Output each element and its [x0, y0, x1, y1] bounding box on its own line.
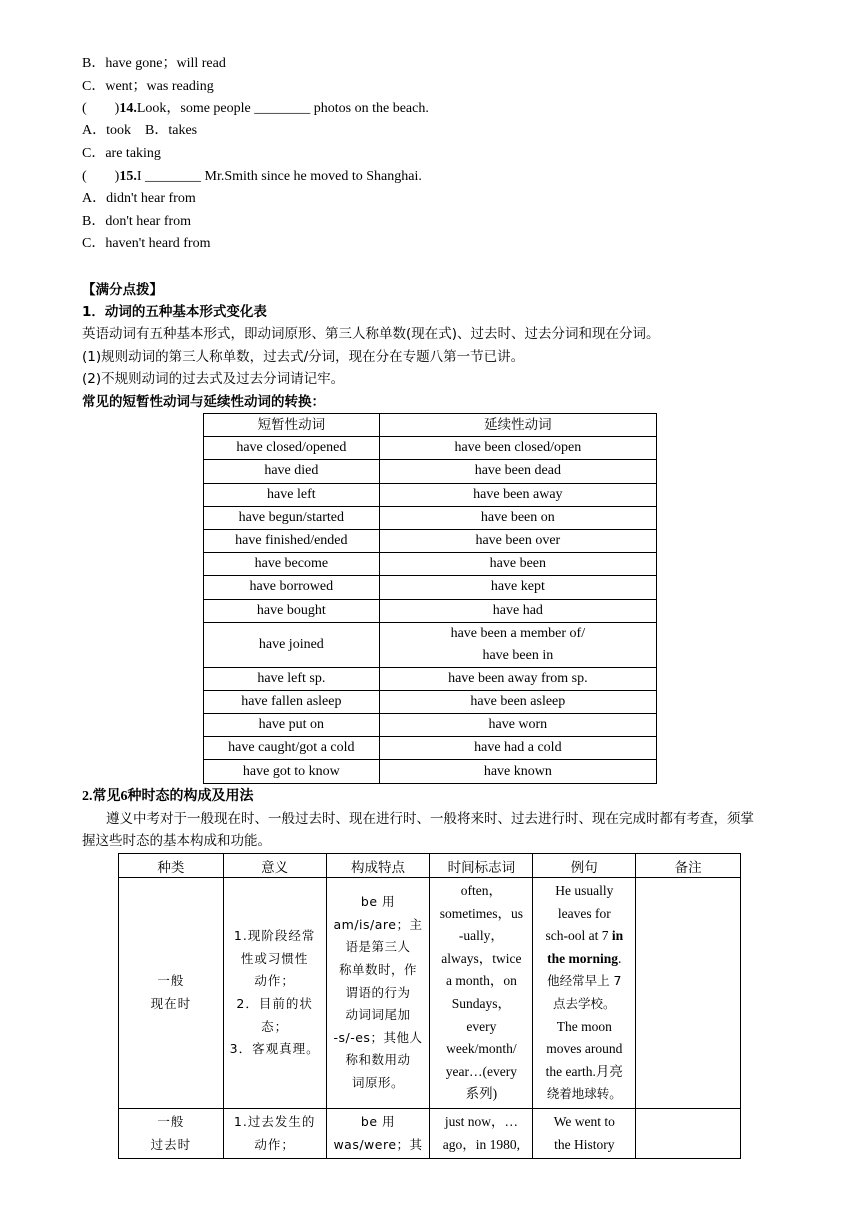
- cell-line: 语是第三人: [345, 939, 411, 955]
- column-header: 延续性动词: [379, 414, 656, 437]
- cell-line: just now，…: [444, 1113, 518, 1129]
- cell-line: ago，in 1980,: [442, 1136, 521, 1152]
- cell-line: 点去学校。: [553, 995, 616, 1011]
- cell-line: 动词词尾加: [345, 1007, 411, 1023]
- table-row: [204, 483, 657, 506]
- option-q14-c: C．are taking: [82, 146, 161, 161]
- table-cell-time: [430, 1108, 533, 1158]
- table-cell: have been: [379, 553, 656, 576]
- table-cell-note: [636, 1108, 741, 1158]
- cell-line: 称和数用动: [345, 1052, 411, 1068]
- table-cell: have had: [379, 599, 656, 622]
- cell-line: 称单数时，作: [338, 962, 417, 978]
- table-row: [204, 690, 657, 713]
- question-15: [82, 167, 422, 187]
- table-cell: have borrowed: [204, 576, 380, 599]
- cell-line: 系列): [465, 1086, 498, 1102]
- table-cell: have been dead: [379, 460, 656, 483]
- cell-line: -s/-es；其他人: [333, 1029, 423, 1045]
- table-cell: have finished/ended: [204, 529, 380, 552]
- table-row: [204, 576, 657, 599]
- table-cell: have been on: [379, 506, 656, 529]
- cell-text-bold: the morning: [547, 950, 619, 966]
- cell-line: be 用: [360, 1113, 396, 1129]
- table-cell-example: [533, 878, 636, 1109]
- cell-line: 绕着地球转。: [546, 1086, 622, 1102]
- table-row: [204, 529, 657, 552]
- cell-line: the earth.月亮: [545, 1063, 623, 1079]
- cell-line: 1.现阶段经常: [233, 928, 316, 944]
- verb-conversion-table: [203, 413, 657, 784]
- cell-text: .: [618, 950, 622, 966]
- cell-line: 一般: [157, 973, 185, 989]
- table-cell: have put on: [204, 714, 380, 737]
- section-1-note-2: (2)不规则动词的过去式及过去分词请记牢。: [82, 371, 345, 387]
- section-2-title: 2.常见6种时态的构成及用法: [82, 789, 254, 804]
- option-q15-a: A．didn't hear from: [82, 191, 196, 206]
- table-cell-note: [636, 878, 741, 1109]
- tense-table: [118, 853, 741, 1159]
- table-cell: have begun/started: [204, 506, 380, 529]
- question-text: Look，some people ________ photos on the beach.: [136, 101, 429, 116]
- cell-line: Sundays，: [451, 995, 512, 1011]
- table-cell: have bought: [204, 599, 380, 622]
- table-cell-kind: [119, 878, 224, 1109]
- column-header: 短暂性动词: [204, 414, 380, 437]
- cell-line: the History: [554, 1136, 615, 1152]
- table-cell-kind: [119, 1108, 224, 1158]
- table-row: [204, 622, 657, 667]
- cell-line: often，: [460, 883, 503, 898]
- cell-line: 一般: [157, 1113, 185, 1129]
- cell-line: 1.过去发生的: [233, 1113, 316, 1129]
- table-cell: have caught/got a cold: [204, 737, 380, 760]
- column-header: 备注: [636, 854, 741, 878]
- table-cell: have known: [379, 760, 656, 783]
- cell-line: sometimes，us: [439, 905, 524, 921]
- cell-line: 2．目前的状: [236, 995, 313, 1011]
- table-cell: have been asleep: [379, 690, 656, 713]
- cell-text: sch-ool at 7: [545, 928, 612, 944]
- table-cell: have kept: [379, 576, 656, 599]
- question-number: 14.: [119, 101, 137, 116]
- cell-line: moves around: [546, 1041, 623, 1057]
- cell-line: year…(every: [445, 1063, 517, 1079]
- section-1-note-1: (1)规则动词的第三人称单数，过去式/分词，现在分在专题八第一节已讲。: [82, 349, 525, 365]
- table-row: [204, 667, 657, 690]
- option-q15-b: B．don't hear from: [82, 214, 192, 229]
- table-cell-form: [326, 1108, 430, 1158]
- cell-line: am/is/are；主: [333, 916, 423, 932]
- cell-line: 过去时: [150, 1136, 192, 1152]
- cell-line: 现在时: [150, 995, 192, 1011]
- option-q13-b: B．have gone；will read: [82, 56, 226, 71]
- table-row: [204, 460, 657, 483]
- cell-line: 态；: [261, 1018, 289, 1034]
- cell-line: -ually，: [458, 928, 504, 944]
- column-header: 例句: [533, 854, 636, 878]
- question-number: 15.: [119, 169, 137, 184]
- table-cell-meaning: [223, 878, 326, 1109]
- cell-line: always，twice: [441, 950, 522, 966]
- section-1-paragraph: 英语动词有五种基本形式，即动词原形、第三人称单数(现在式)、过去时、过去分词和现在分词。: [82, 326, 660, 342]
- table-row: [119, 878, 741, 1109]
- table-cell: have got to know: [204, 760, 380, 783]
- table-row: [119, 1108, 741, 1158]
- cell-line: have been a member of/: [450, 625, 586, 641]
- table-cell: have been over: [379, 529, 656, 552]
- cell-line: be 用: [360, 894, 396, 910]
- cell-line: leaves for: [557, 905, 611, 921]
- table-cell: have been closed/open: [379, 437, 656, 460]
- option-q14-ab: A．took B．takes: [82, 123, 198, 138]
- question-14: [82, 99, 429, 119]
- table-cell: have been away from sp.: [379, 667, 656, 690]
- table-row: [204, 553, 657, 576]
- cell-line: He usually: [555, 883, 614, 898]
- table-cell: have worn: [379, 714, 656, 737]
- table-cell: have been away: [379, 483, 656, 506]
- table-cell: have become: [204, 553, 380, 576]
- table-row: [204, 760, 657, 783]
- cell-text-bold: in: [611, 928, 624, 944]
- column-header: 时间标志词: [430, 854, 533, 878]
- cell-line: We went to: [553, 1113, 615, 1129]
- table-row: [204, 506, 657, 529]
- table-row: [204, 714, 657, 737]
- table-cell-form: [326, 878, 430, 1109]
- section-1-table-caption: 常见的短暂性动词与延续性动词的转换：: [82, 394, 325, 410]
- cell-line: 性或习惯性: [240, 950, 309, 966]
- answer-blank: ( ): [82, 169, 120, 184]
- table-cell: have had a cold: [379, 737, 656, 760]
- table-cell: have joined: [204, 622, 380, 667]
- cell-line: The moon: [556, 1018, 612, 1034]
- table-cell-example: [533, 1108, 636, 1158]
- cell-line: have been in: [482, 647, 554, 663]
- table-cell: have closed/opened: [204, 437, 380, 460]
- cell-line: 3．客观真理。: [229, 1041, 320, 1057]
- cell-line: every: [466, 1018, 497, 1034]
- question-text: I ________ Mr.Smith since he moved to Shanghai.: [136, 169, 422, 184]
- table-cell: have fallen asleep: [204, 690, 380, 713]
- cell-line: week/month/: [446, 1041, 517, 1057]
- cell-line: 他经常早上 7: [547, 973, 622, 989]
- section-1-title: 1．动词的五种基本形式变化表: [82, 304, 267, 320]
- table-cell-meaning: [223, 1108, 326, 1158]
- option-q15-c: C．haven't heard from: [82, 236, 211, 251]
- cell-line: was/were；其: [333, 1136, 423, 1152]
- cell-line: a month，on: [445, 973, 517, 989]
- cell-line: [536, 925, 632, 948]
- table-cell-time: [430, 878, 533, 1109]
- cell-line: 谓语的行为: [345, 984, 411, 1000]
- column-header: 构成特点: [326, 854, 430, 878]
- section-2-paragraph-1: 遵义中考对于一般现在时、一般过去时、现在进行时、一般将来时、过去进行时、现在完成时都有考查，须掌: [106, 811, 754, 827]
- table-cell: have left sp.: [204, 667, 380, 690]
- table-row: [204, 599, 657, 622]
- column-header: 种类: [119, 854, 224, 878]
- answer-blank: ( ): [82, 101, 120, 116]
- option-q13-c: C．went；was reading: [82, 79, 214, 94]
- table-row: [204, 437, 657, 460]
- table-cell: [379, 622, 656, 667]
- section-2-paragraph-2: 握这些时态的基本构成和功能。: [82, 833, 271, 849]
- cell-line: 词原形。: [351, 1075, 404, 1091]
- table-row: [204, 737, 657, 760]
- section-heading: 【满分点拨】: [82, 282, 163, 298]
- cell-line: [536, 948, 632, 971]
- cell-line: 动作；: [254, 1136, 295, 1152]
- table-cell: have left: [204, 483, 380, 506]
- table-cell: have died: [204, 460, 380, 483]
- column-header: 意义: [223, 854, 326, 878]
- cell-line: 动作；: [254, 973, 295, 989]
